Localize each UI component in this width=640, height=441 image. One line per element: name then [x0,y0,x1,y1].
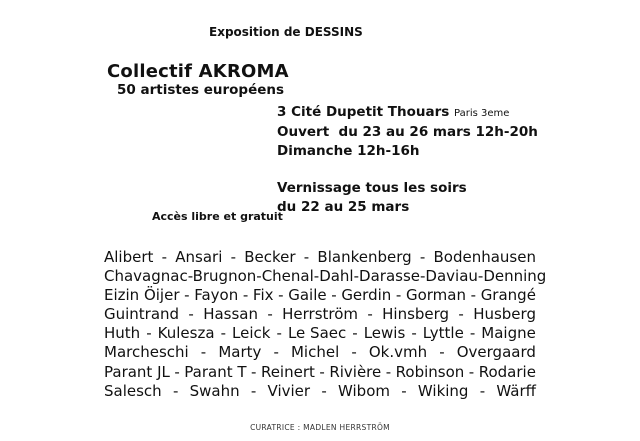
artist-list [104,248,547,401]
name-separator: - [439,343,445,362]
artist-name: Reinert [260,362,315,381]
name-separator: - [230,248,237,266]
artist-name: Denning [483,267,547,286]
artist-name: Vivier [267,381,311,400]
spacer [277,161,538,179]
name-separator: - [479,381,486,400]
artist-name: Guintrand [104,305,180,324]
name-separator: - [251,362,257,381]
artist-line [104,363,536,382]
name-separator: - [352,324,358,343]
artist-name: Marcheschi [104,343,189,362]
address-line [277,103,538,123]
name-separator: - [146,324,152,343]
vernissage-line-1: Vernissage tous les soirs [277,180,467,196]
artist-name: Parant T [184,362,247,381]
artist-name: Dahl [319,267,354,286]
artist-name: Rodarie [478,362,536,381]
name-separator: - [419,248,426,266]
name-separator: - [385,362,392,381]
name-separator: - [278,286,284,305]
artist-name: Herrström [282,305,359,324]
artist-name: Huth [104,324,141,343]
name-separator: - [477,267,484,286]
artist-name: Alibert [104,248,154,266]
collective-subtitle: 50 artistes européens [117,82,285,98]
artist-line [104,305,536,324]
artist-name: Lyttle [422,324,464,343]
name-separator: - [174,362,180,381]
artist-line [104,324,536,343]
artist-name: Michel [290,343,340,362]
artist-name: Robinson [395,362,465,381]
artist-name: Fix [252,286,274,305]
artist-line [104,248,536,267]
name-separator: - [319,362,325,381]
artist-name: Salesch [104,381,162,400]
exhibition-heading: Exposition de DESSINS [209,25,363,39]
address-city: Paris 3eme [454,108,510,119]
artist-name: Wibom [338,381,390,400]
artist-name: Ansari [175,248,223,266]
event-info [277,103,538,217]
name-separator: - [353,267,360,286]
name-separator: - [161,248,168,266]
artist-line [104,267,547,286]
artist-name: Lewis [363,324,406,343]
artist-name: Darasse [359,267,420,286]
collective-title: Collectif AKROMA [107,61,289,82]
name-separator: - [469,324,476,343]
artist-name: Bodenhausen [433,248,536,266]
name-separator: - [468,362,475,381]
name-separator: - [331,286,337,305]
name-separator: - [470,286,477,305]
opening-hours: Ouvert du 23 au 26 mars 12h-20h [277,124,538,140]
name-separator: - [313,267,320,286]
artist-name: Maigne [481,324,536,343]
sunday-hours: Dimanche 12h-16h [277,143,420,159]
vernissage-line-2: du 22 au 25 mars [277,199,410,215]
name-separator: - [458,305,464,324]
name-separator: - [401,381,407,400]
artist-name: Daviau [425,267,478,286]
name-separator: - [367,305,373,324]
artist-line [104,286,536,305]
artist-name: Blankenberg [317,248,412,266]
artist-name: Gerdin [341,286,392,305]
artist-name: Chenal [261,267,314,286]
name-separator: - [250,381,257,400]
name-separator: - [321,381,327,400]
artist-name: Grangé [480,286,536,305]
access-note: Accès libre et gratuit [152,210,283,223]
artist-name: Swahn [189,381,240,400]
name-separator: - [303,248,310,266]
name-separator: - [242,286,249,305]
artist-line [104,382,536,401]
name-separator: - [420,267,426,286]
artist-name: Rivière [329,362,382,381]
artist-name: Hinsberg [382,305,450,324]
name-separator: - [188,305,194,324]
curator-credit: CURATRICE : MADLEN HERRSTRÖM [250,423,390,432]
artist-name: Hassan [203,305,258,324]
name-separator: - [273,343,279,362]
artist-name: Husberg [473,305,536,324]
artist-name: Eizin Öijer [104,286,180,305]
name-separator: - [172,381,179,400]
artist-name: Wärff [496,381,536,400]
name-separator: - [267,305,273,324]
address-street: 3 Cité Dupetit Thouars [277,104,450,120]
artist-line [104,343,536,362]
artist-name: Overgaard [456,343,536,362]
name-separator: - [411,324,417,343]
artist-name: Wiking [417,381,469,400]
artist-name: Parant JL [104,362,170,381]
name-separator: - [184,286,190,305]
name-separator: - [276,324,282,343]
artist-name: Kulesza [157,324,215,343]
artist-name: Gaile [288,286,327,305]
artist-name: Le Saec [287,324,347,343]
artist-name: Leick [232,324,271,343]
name-separator: - [395,286,402,305]
name-separator: - [200,343,207,362]
name-separator: - [220,324,226,343]
artist-name: Gorman [405,286,466,305]
artist-name: Becker [244,248,296,266]
artist-name: Marty [218,343,262,362]
artist-name: Fayon [194,286,239,305]
artist-name: Chavagnac-Brugnon [104,267,257,286]
artist-name: Ok.vmh [368,343,428,362]
name-separator: - [351,343,357,362]
name-separator: - [256,267,262,286]
